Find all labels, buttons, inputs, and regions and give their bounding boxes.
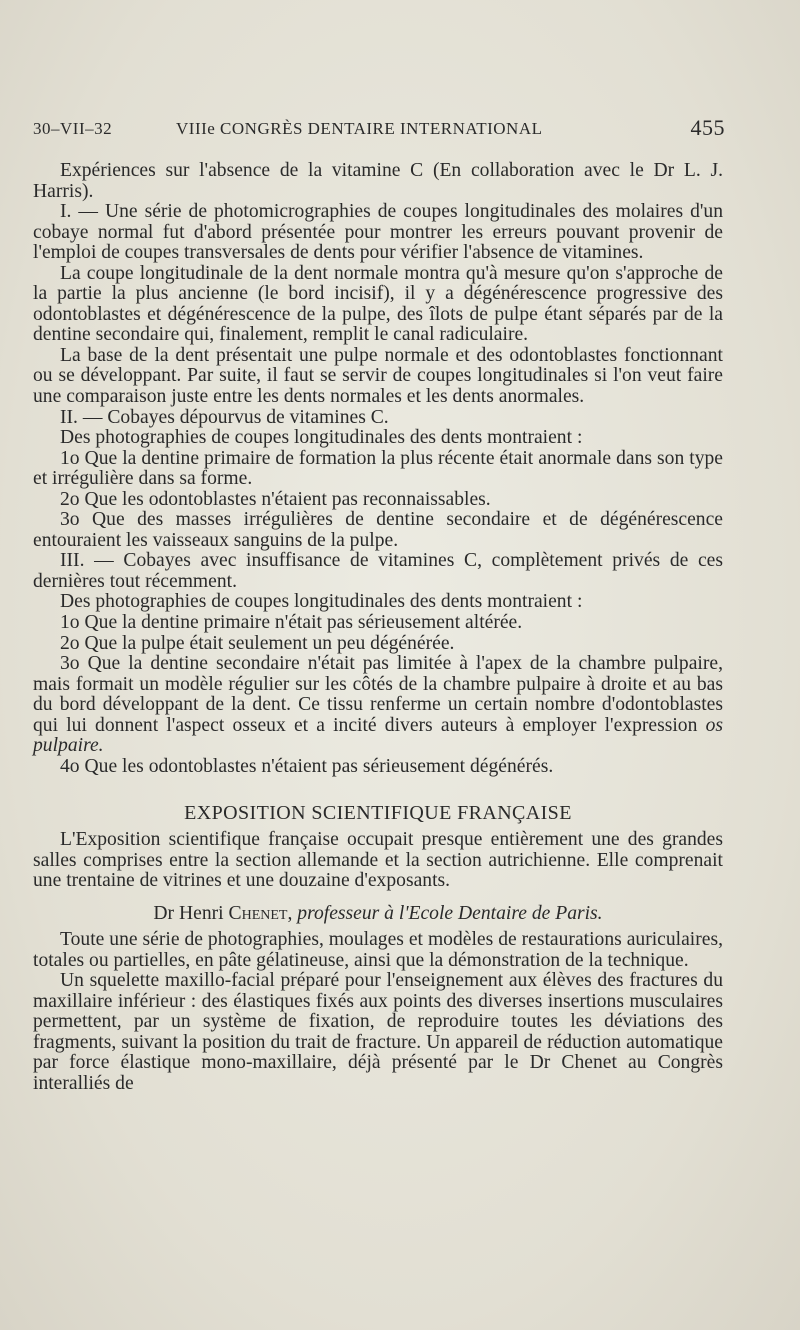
list-item bbox=[33, 654, 723, 757]
paragraph: Un squelette maxillo-facial préparé pour l'enseignement aux élèves des fractures du maxillaire inférieur : des élastiques fixés aux points des diverses insertions musculaires permettent, par un système de fixation, de reproduire toutes les déviations des fragments, suivant la position du trait de fracture. Un appareil de réduction automatique par force élastique mono-maxillaire, déjà présenté par le Dr Chenet au Congrès interalliés de bbox=[33, 970, 723, 1094]
paragraph: II. — Cobayes dépourvus de vitamines C. bbox=[60, 406, 389, 428]
page-number: 455 bbox=[690, 115, 725, 140]
speaker-surname: Chenet, bbox=[228, 902, 293, 924]
body-text bbox=[33, 161, 723, 1095]
list-item: 1o Que la dentine primaire n'était pas sérieusement altérée. bbox=[60, 612, 523, 634]
speaker-heading bbox=[33, 904, 723, 925]
paragraph: Des photographies de coupes longitudinales des dents montraient : bbox=[60, 427, 583, 449]
list-item: 2o Que la pulpe était seulement un peu dégénérée. bbox=[60, 632, 455, 654]
list-item: 3o Que des masses irrégulières de dentine secondaire et de dégénérescence entouraient les vaisseaux sanguins de la pulpe. bbox=[33, 509, 723, 551]
list-item: 2o Que les odontoblastes n'étaient pas reconnaissables. bbox=[60, 488, 491, 510]
running-header bbox=[33, 115, 725, 145]
paragraph: Expériences sur l'absence de la vitamine C (En collaboration avec le Dr L. J. Harris). bbox=[33, 160, 723, 202]
paragraph: III. — Cobayes avec insuffisance de vitamines C, complètement privés de ces dernières tout récemment. bbox=[33, 550, 723, 592]
header-title: VIIIe CONGRÈS DENTAIRE INTERNATIONAL bbox=[176, 119, 543, 138]
paragraph: I. — Une série de photomicrographies de coupes longitudinales des molaires d'un cobaye normal fut d'abord présentée pour montrer les erreurs pouvant provenir de l'emploi de coupes transversales de dents pour vérifier l'absence de vitamines. bbox=[33, 201, 723, 264]
paragraph: Toute une série de photographies, moulages et modèles de restaurations auriculaires, totales ou partielles, en pâte gélatineuse, ainsi que la démonstration de la technique. bbox=[33, 929, 723, 971]
list-item-text: 3o Que la dentine secondaire n'était pas limitée à l'apex de la chambre pulpaire, mais formait un modèle régulier sur les côtés de la chambre pulpaire à droite et au bas du bord développant de la dent. Ce tissu renferme un certain nombre d'odontoblastes qui lui donnent l'aspect osseux et a incité divers auteurs à employer l'expression bbox=[33, 653, 723, 736]
list-item: 4o Que les odontoblastes n'étaient pas sérieusement dégénérés. bbox=[60, 755, 554, 777]
section-title: EXPOSITION SCIENTIFIQUE FRANÇAISE bbox=[184, 802, 572, 825]
paragraph: Des photographies de coupes longitudinales des dents montraient : bbox=[60, 591, 583, 613]
paragraph: La base de la dent présentait une pulpe normale et des odontoblastes fonctionnant ou se développant. Par suite, il faut se servir de coupes longitudinales si l'on veut faire une comparaison juste entre les dents normales et les dents anormales. bbox=[33, 344, 723, 408]
header-date: 30–VII–32 bbox=[33, 119, 113, 138]
paragraph: L'Exposition scientifique française occupait presque entièrement une des grandes salles comprises entre la section allemande et la section autrichienne. Elle comprenait une trentaine de vitrines et une douzaine d'exposants. bbox=[33, 828, 723, 892]
paragraph: La coupe longitudinale de la dent normale montra qu'à mesure qu'on s'approche de la partie la plus ancienne (le bord incisif), il y a dégénérescence progressive des odontoblastes et dégénérescence de la pulpe, des îlots de pulpe étant séparés par de la dentine secondaire qui, finalement, remplit le canal radiculaire. bbox=[33, 262, 723, 346]
list-item: 1o Que la dentine primaire de formation la plus récente était anormale dans son type et irrégulière dans sa forme. bbox=[33, 447, 723, 490]
italic-term: os pulpaire. bbox=[33, 714, 723, 757]
speaker-title: Dr bbox=[153, 902, 175, 924]
speaker-first-name: Henri bbox=[179, 902, 224, 924]
speaker-role: professeur à l'Ecole Dentaire de Paris. bbox=[297, 902, 603, 924]
